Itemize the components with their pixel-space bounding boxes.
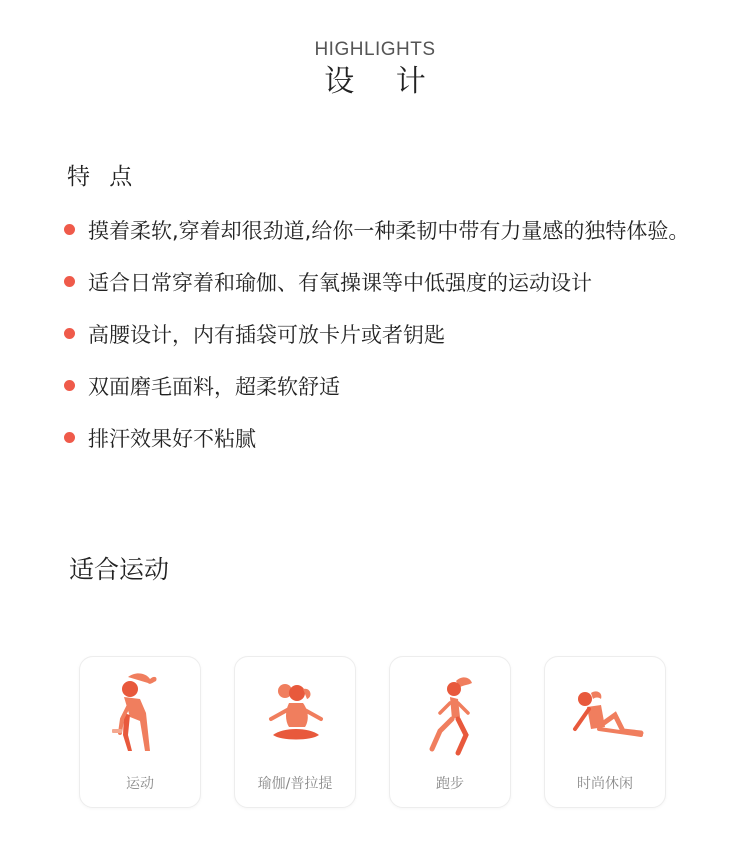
sport-card-yoga[interactable] (234, 656, 356, 808)
feature-text: 摸着柔软,穿着却很劲道,给你一种柔韧中带有力量感的独特体验。 (88, 219, 690, 243)
feature-item (64, 205, 704, 257)
page-header (0, 38, 750, 102)
sport-card-label: 运动 (126, 776, 154, 792)
header-english-title: HIGHLIGHTS (314, 39, 436, 60)
sport-card-exercise[interactable] (79, 656, 201, 808)
feature-text: 排汗效果好不粘腻 (88, 427, 256, 451)
sport-card-label: 瑜伽/普拉提 (257, 776, 333, 792)
feature-list (64, 205, 704, 465)
sport-card-running[interactable] (389, 656, 511, 808)
lounging-figure-icon (565, 669, 645, 759)
feature-item (64, 361, 704, 413)
sports-title: 适合运动 (69, 555, 170, 584)
bullet-dot-icon (64, 224, 75, 235)
yoga-figure-icon (255, 669, 335, 759)
running-figure-icon (410, 669, 490, 759)
sports-cards (79, 656, 679, 808)
sport-card-label: 时尚休闲 (577, 776, 633, 792)
feature-item (64, 309, 704, 361)
bullet-dot-icon (64, 380, 75, 391)
bullet-dot-icon (64, 432, 75, 443)
sport-card-leisure[interactable] (544, 656, 666, 808)
bullet-dot-icon (64, 328, 75, 339)
bullet-dot-icon (64, 276, 75, 287)
exercise-figure-icon (100, 669, 180, 759)
feature-text: 高腰设计，内有插袋可放卡片或者钥匙 (88, 323, 445, 347)
sport-card-label: 跑步 (436, 776, 464, 792)
feature-item (64, 257, 704, 309)
feature-text: 双面磨毛面料，超柔软舒适 (88, 375, 340, 399)
features-title: 特 点 (67, 164, 139, 190)
feature-text: 适合日常穿着和瑜伽、有氧操课等中低强度的运动设计 (88, 271, 592, 295)
feature-item (64, 413, 704, 465)
header-chinese-title: 设 计 (324, 64, 442, 99)
